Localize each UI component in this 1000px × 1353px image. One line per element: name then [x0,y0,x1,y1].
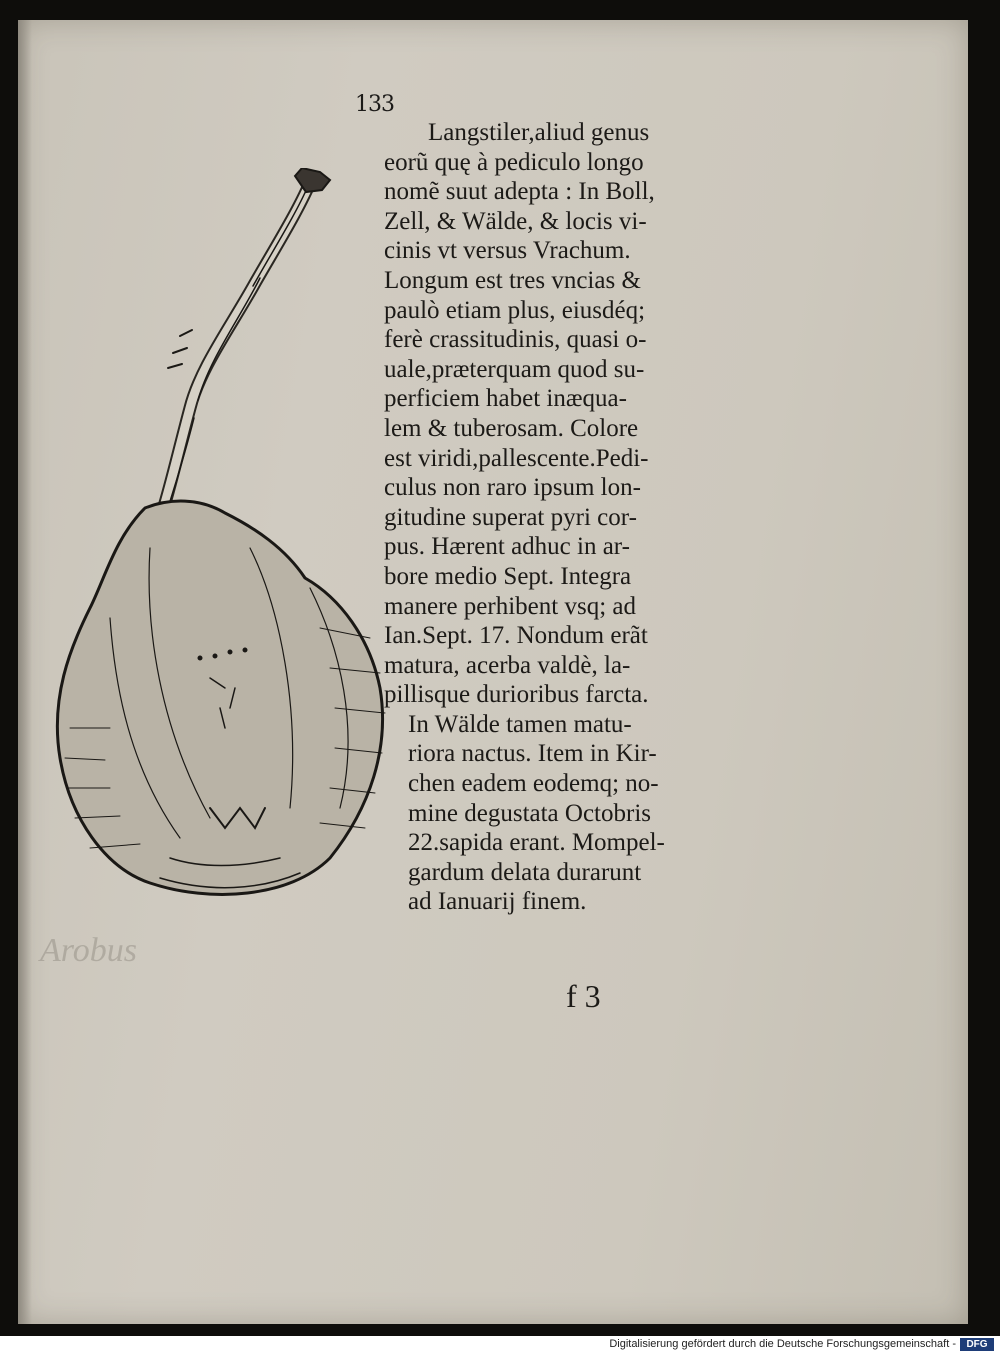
text-line: chen eadem eodemq; no- [408,770,659,798]
text-line: nomẽ suut adepta : In Boll, [384,178,655,206]
text-line: Ian.Sept. 17. Nondum erãt [384,622,648,650]
text-line: eorũ quę à pediculo longo [384,148,644,176]
funding-credit: Digitalisierung gefördert durch die Deutsche Forschungsgemeinschaft - [609,1338,956,1350]
text-line: manere perhibent vsq; ad [384,592,636,620]
text-line: uale,præterquam quod su- [384,355,645,383]
text-line: In Wälde tamen matu- [408,710,632,738]
text-line: paulò etiam plus, eiusdéq; [384,296,646,324]
text-line: pillisque durioribus farcta. [384,681,649,709]
page-gutter [18,20,32,1324]
text-line: gardum delata durarunt [408,858,642,886]
text-line: Zell, & Wälde, & locis vi- [384,207,647,235]
text-line: ad Ianuarij finem. [408,888,587,916]
text-line: riora nactus. Item in Kir- [408,740,657,768]
text-line: Langstiler,aliud genus [428,119,650,146]
text-line: gitudine superat pyri cor- [384,503,637,531]
text-line: ferè crassitudinis, quasi o- [384,326,647,354]
text-line: Longum est tres vncias & [384,266,641,294]
text-line: culus non raro ipsum lon- [384,474,641,502]
text-line: cinis vt versus Vrachum. [384,237,631,265]
text-line: pus. Hærent adhuc in ar- [384,533,630,561]
page-number: 133 [355,92,394,117]
pear-woodcut-icon [50,168,395,908]
text-line: bore medio Sept. Integra [384,562,632,590]
dfg-logo-icon: DFG [960,1338,994,1351]
text-line: est viridi,pallescente.Pedi- [384,444,649,472]
bleed-through-mark: Arobus [40,932,137,969]
text-line: matura, acerba valdè, la- [384,651,631,679]
text-line: lem & tuberosam. Colore [384,414,639,442]
text-line: 22.sapida erant. Mompel- [408,829,665,857]
signature-mark: f 3 [566,978,601,1014]
text-line: mine degustata Octobris [408,799,651,827]
body-text [384,118,719,917]
text-line: perficiem habet inæqua- [384,385,627,413]
